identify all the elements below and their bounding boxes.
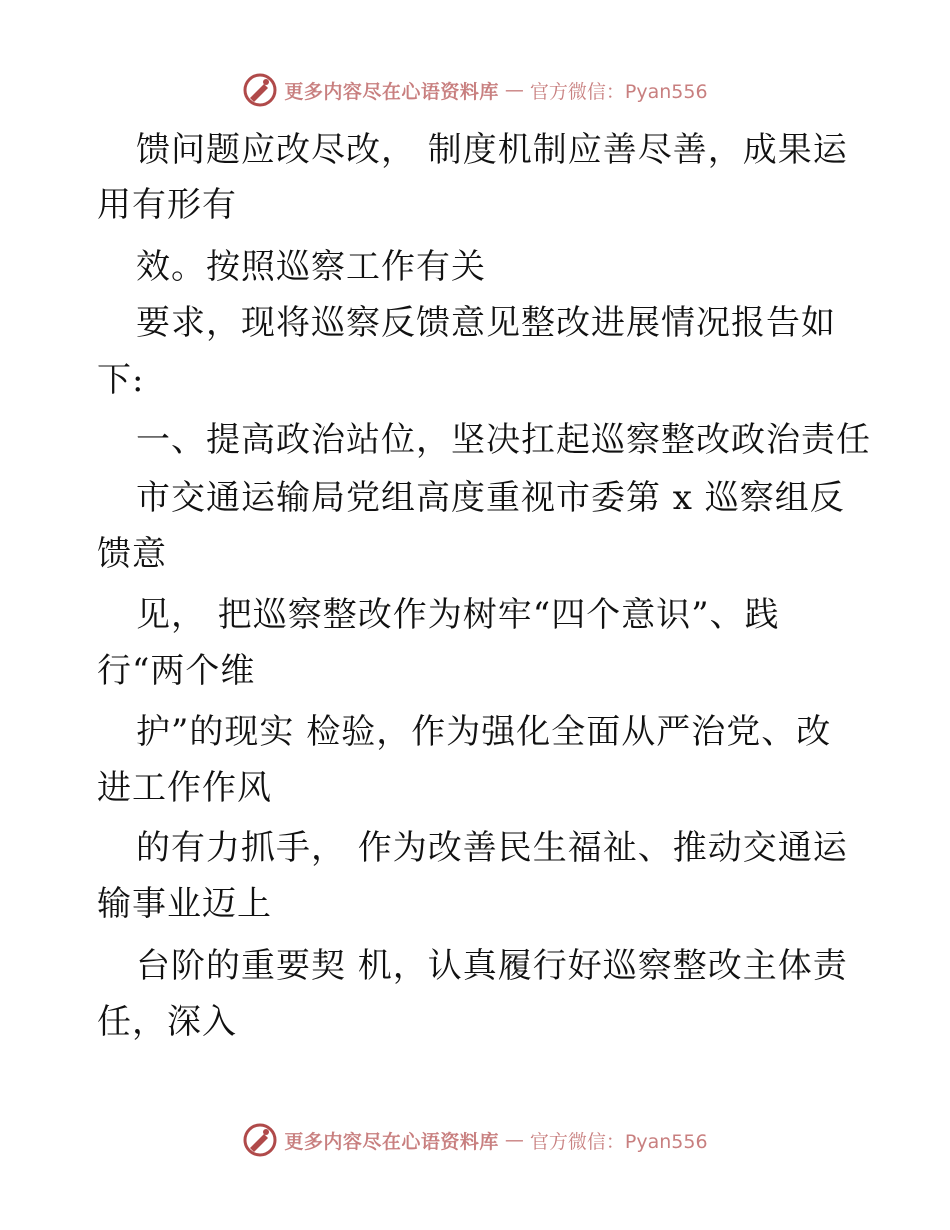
body-line-3: 效。按照巡察工作有关 xyxy=(136,247,486,287)
header-watermark xyxy=(0,70,950,110)
pen-logo-icon xyxy=(242,1122,278,1158)
pen-logo-icon xyxy=(242,72,278,108)
watermark-dash: — xyxy=(504,79,524,101)
watermark-site-text: 更多内容尽在心语资料库 xyxy=(284,1130,499,1153)
body-line-5: 下: xyxy=(97,360,145,400)
body-line-15: 台阶的重要契 机，认真履行好巡察整改主体责 xyxy=(136,946,848,986)
footer-watermark xyxy=(0,1120,950,1160)
body-line-8: 馈意 xyxy=(97,534,167,574)
body-line-11: 护”的现实 检验，作为强化全面从严治党、改 xyxy=(136,712,832,752)
body-line-1: 馈问题应改尽改， 制度机制应善尽善，成果运 xyxy=(136,130,848,170)
watermark-site-text: 更多内容尽在心语资料库 xyxy=(284,80,499,103)
body-line-7: 市交通运输局党组高度重视市委第 x 巡察组反 xyxy=(136,478,845,518)
body-line-6: 一、提高政治站位，坚决扛起巡察整改政治责任 xyxy=(136,420,871,460)
body-line-14: 输事业迈上 xyxy=(97,884,272,924)
body-line-2: 用有形有 xyxy=(97,185,237,225)
watermark-wechat-text: 官方微信：Pyan556 xyxy=(529,80,708,103)
body-line-13: 的有力抓手， 作为改善民生福祉、推动交通运 xyxy=(136,828,848,868)
watermark-wechat-text: 官方微信：Pyan556 xyxy=(529,1130,708,1153)
body-line-9: 见， 把巡察整改作为树牢“四个意识”、践 xyxy=(136,595,780,635)
body-line-10: 行“两个维 xyxy=(97,651,256,691)
body-line-16: 任，深入 xyxy=(97,1002,237,1042)
body-line-4: 要求，现将巡察反馈意见整改进展情况报告如 xyxy=(136,303,836,343)
body-line-12: 进工作作风 xyxy=(97,768,272,808)
watermark-dash: — xyxy=(504,1129,524,1151)
